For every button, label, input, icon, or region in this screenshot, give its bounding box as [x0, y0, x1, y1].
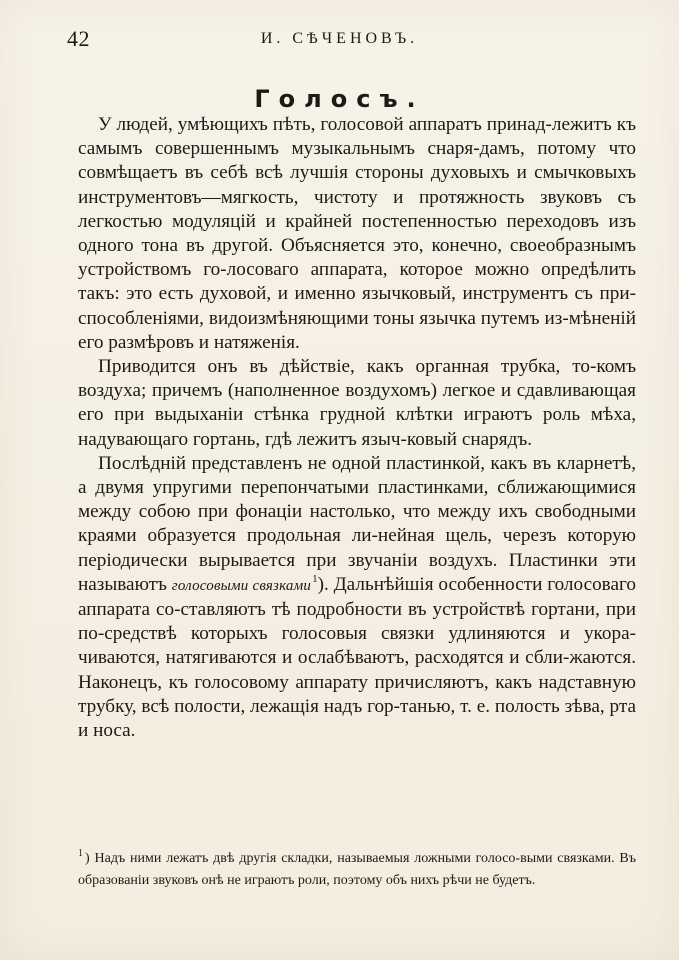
paragraph-1: У людей, умѣющихъ пѣть, голосовой аппаратъ принад-лежитъ къ самымъ совершеннымъ музыкальнымъ снаря-дамъ, потому что совмѣщаетъ въ себѣ всѣ лучшія стороны духовыхъ и смычковыхъ инструментовъ—мягкость, чистоту и протяжность звуковъ съ легкостью модуляцій и крайней постепенностью переходовъ изъ одного тона въ другой. Объясняется это, конечно, своеобразнымъ устройствомъ го-лосоваго аппарата, которое можно опредѣлить такъ: это есть духовой, и именно язычковый, инструментъ съ при-способленіями, видоизмѣняющими тоны язычка путемъ из-мѣненій его размѣровъ и натяженія.: [78, 114, 636, 353]
running-head: [67, 27, 612, 51]
vocal-cords-term: голосовыми связками: [171, 577, 312, 594]
footnote-reference: 1: [312, 573, 318, 586]
paragraph-2: Приводится онъ въ дѣйствіе, какъ органная трубка, то-комъ воздуха; причемъ (наполненное воздухомъ) легкое и сдавливающая его при выдыханіи стѣнка грудной клѣтки играютъ роль мѣха, надувающаго гортань, гдѣ лежитъ языч-ковый снарядъ.: [78, 356, 636, 450]
running-head-author: И. СѢЧЕНОВЪ.: [260, 30, 419, 47]
paragraph-3-after-term: ). Дальнѣйшія особенности голосоваго аппарата со-ставляютъ тѣ подробности въ устройствѣ гортани, при по-средствѣ которыхъ голосовыя связки удлиняются и укора-чиваются, натягиваются и ослабѣваютъ, расходятся и сбли-жаются. Наконецъ, къ голосовому аппарату причисляютъ, какъ надставную трубку, всѣ полости, лежащія надъ гор-танью, т. е. полость зѣва, рта и носа.: [78, 573, 636, 742]
page-number: 42: [67, 26, 90, 51]
body-text: [78, 113, 636, 743]
paragraph-3: [78, 452, 636, 743]
chapter-title: Голосъ.: [254, 85, 425, 114]
paragraph-3-before-term: Послѣдній представленъ не одной пластинкой, какъ въ кларнетѣ, а двумя упругими перепончатыми пластинками, сближающимися между собою при фонаціи настолько, что между ихъ свободными краями образуется продольная ли-нейная щель, черезъ которую періодически вырывается при звучаніи воздухъ. Пластинки эти называютъ: [78, 452, 636, 595]
footnote-marker: 1: [78, 848, 83, 860]
footnote-text: ) Надъ ними лежатъ двѣ другія складки, называемыя ложными голосо-выми связками. Въ образованіи звуковъ онѣ не играютъ роли, поэтому объ нихъ рѣчи не будетъ.: [78, 851, 636, 888]
footnote: [78, 848, 636, 892]
